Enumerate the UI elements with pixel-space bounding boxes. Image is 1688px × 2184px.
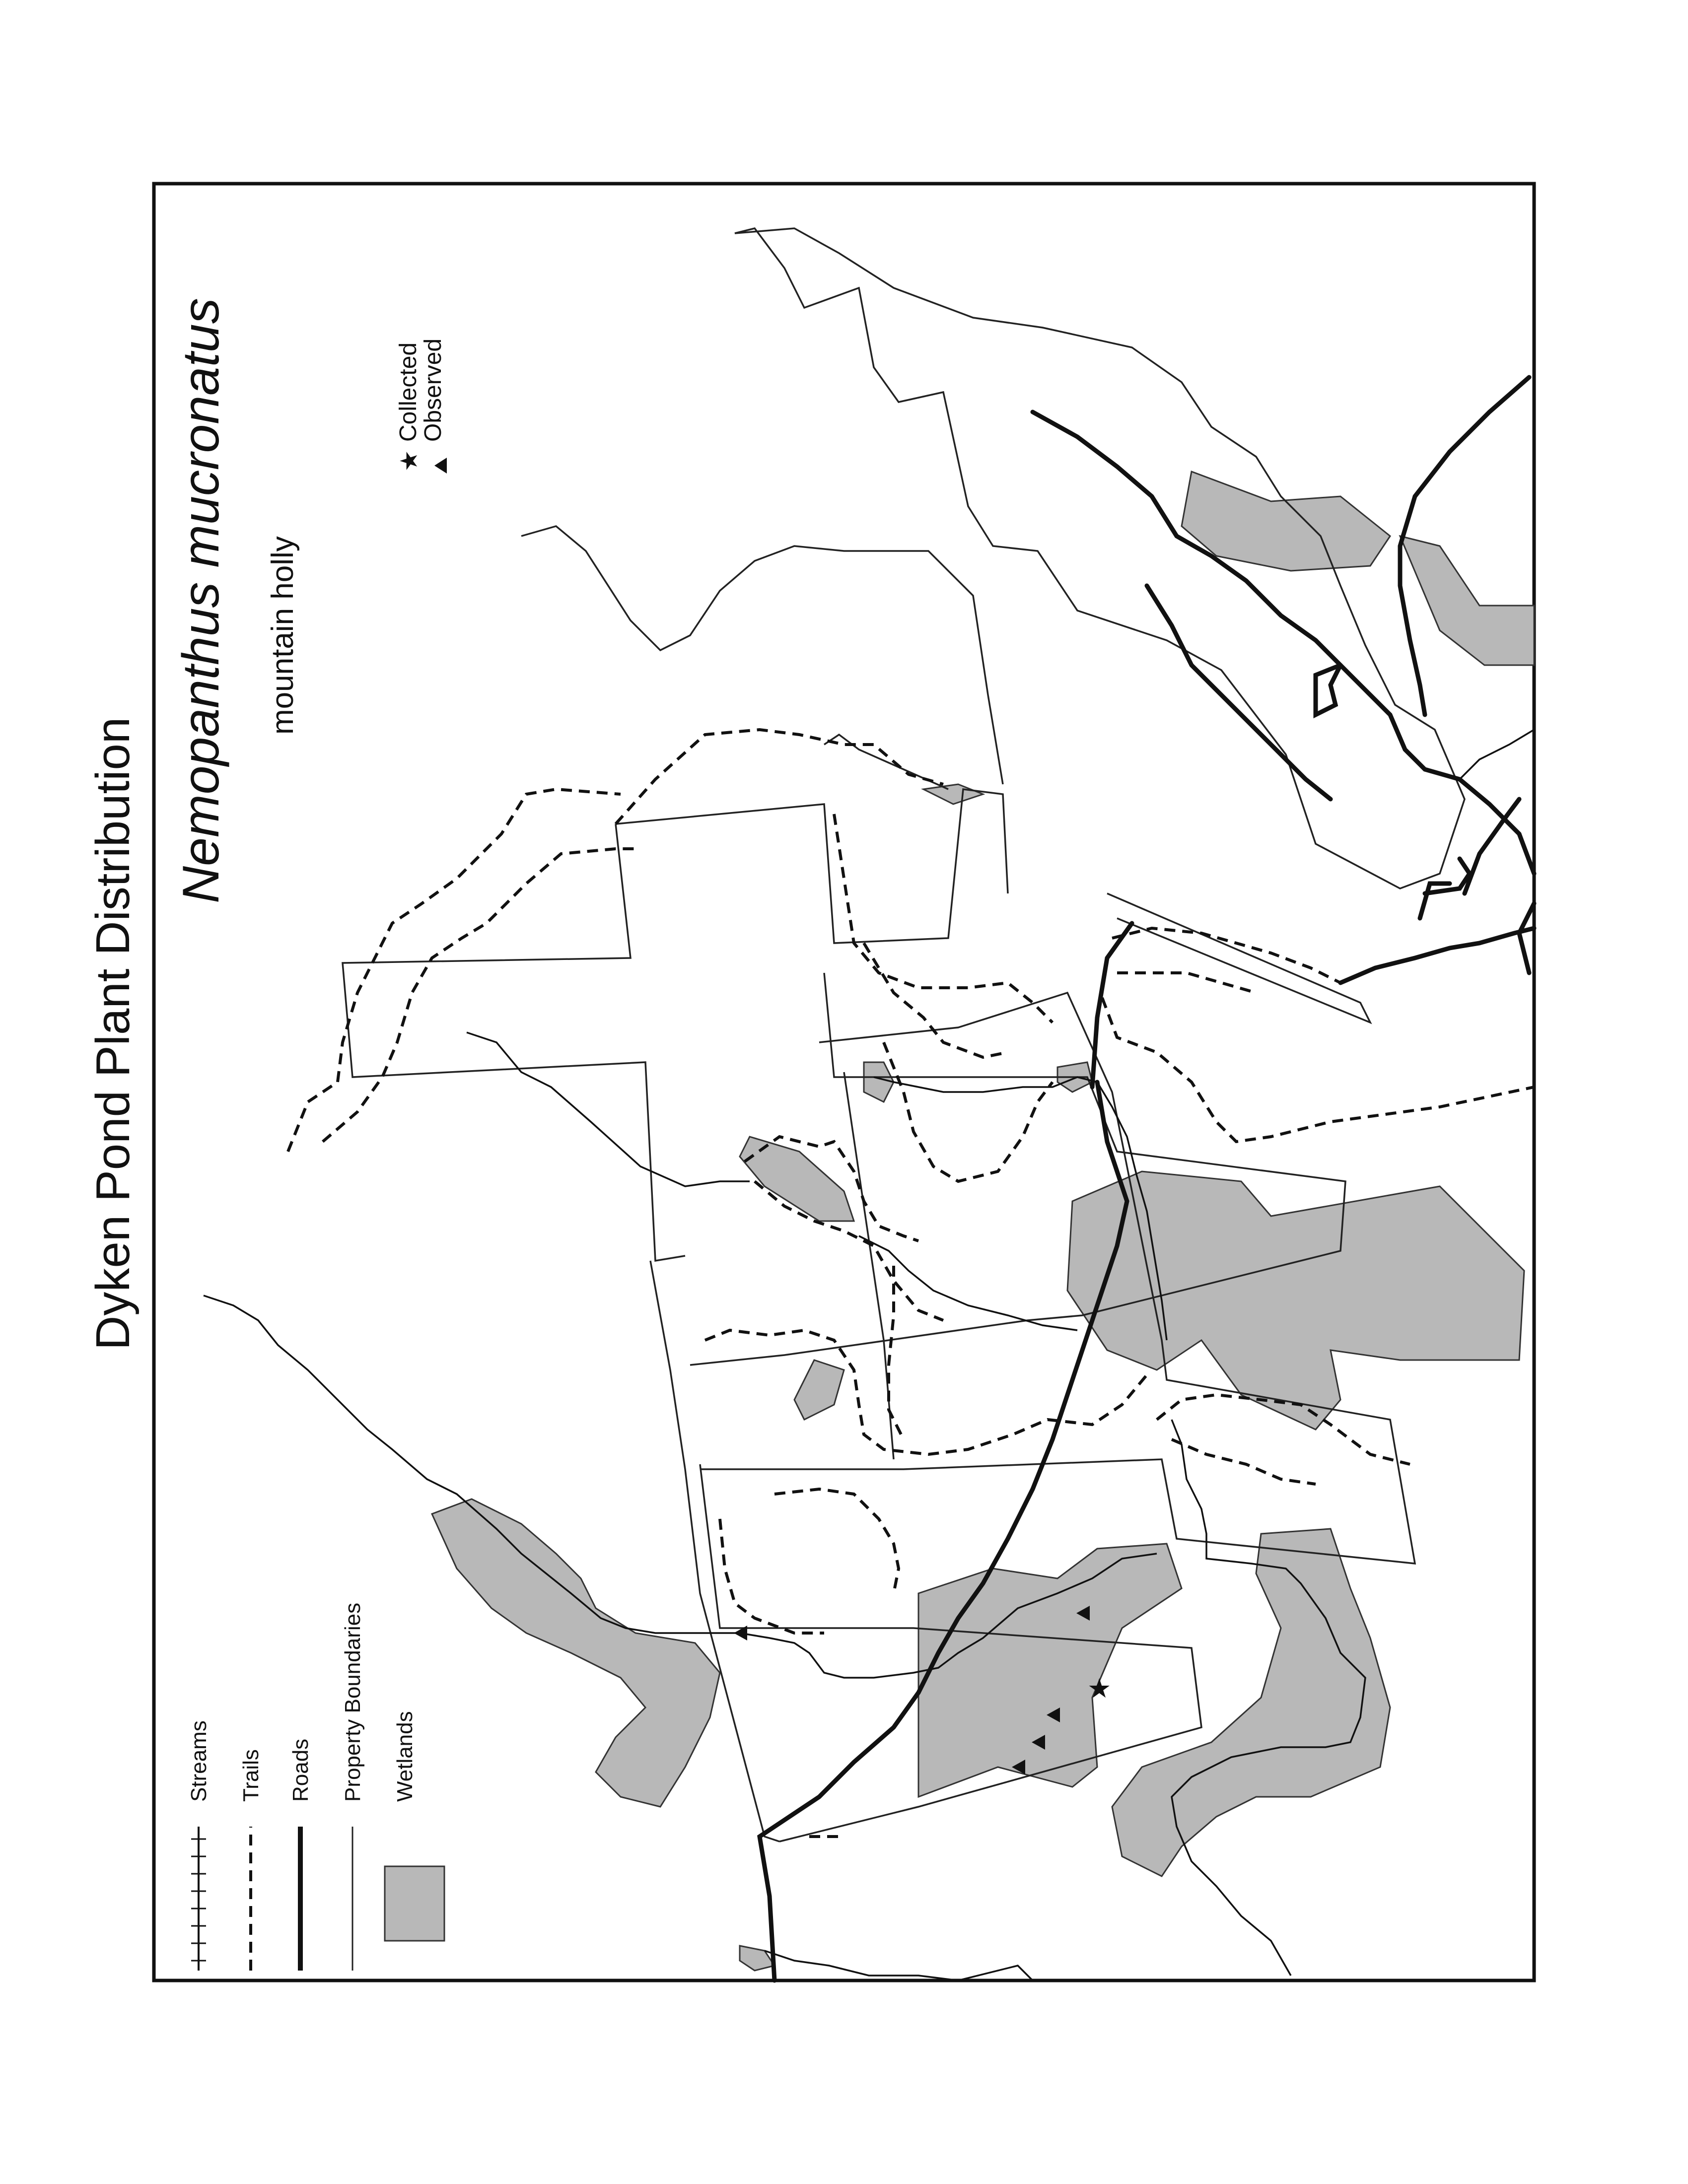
trail (774, 1489, 899, 1593)
legend-roads-label: Roads (288, 1738, 313, 1802)
wetland (794, 1360, 844, 1420)
legend-property-boundaries-label: Property Boundaries (341, 1602, 365, 1802)
key-star-icon: ★ (396, 450, 422, 472)
wetland (740, 1946, 774, 1971)
stream (1460, 730, 1534, 779)
trail (834, 814, 1053, 1023)
wetland (923, 784, 983, 804)
stream (859, 1236, 1077, 1330)
map-title: Dyken Pond Plant Distribution (86, 717, 140, 1350)
trail (884, 1042, 1053, 1181)
trail (1117, 973, 1256, 993)
star-icon: ★ (1087, 1673, 1112, 1704)
trail (1102, 998, 1534, 1142)
property-boundary (343, 824, 685, 1261)
species-name: Nemopanthus mucronatus (172, 298, 230, 903)
key-observed-label: Observed (420, 338, 446, 442)
trail (616, 730, 943, 824)
stream (467, 1032, 750, 1186)
wetland (740, 1137, 854, 1221)
road (1465, 799, 1519, 893)
property-boundary (521, 526, 1003, 784)
key-triangle-icon (434, 458, 447, 474)
trail (889, 1266, 904, 1439)
legend (187, 1603, 444, 1971)
legend-streams-label: Streams (187, 1720, 211, 1802)
property-boundary (616, 789, 1008, 943)
trail (720, 1519, 824, 1633)
legend-wetlands-symbol (385, 1866, 444, 1941)
wetland (918, 1544, 1182, 1797)
trail (755, 1181, 943, 1320)
legend-trails-label: Trails (239, 1749, 263, 1802)
wetland (864, 1062, 894, 1102)
key-collected-label: Collected (395, 342, 422, 442)
road (1316, 665, 1340, 715)
trail (288, 789, 621, 1152)
road (1340, 928, 1534, 983)
trail (1172, 1439, 1316, 1484)
property-boundary (1107, 893, 1370, 1023)
trail (323, 849, 635, 1142)
wetland (1400, 536, 1534, 665)
trail (864, 943, 1008, 1057)
property-boundary (844, 1072, 894, 1459)
wetland (432, 1499, 720, 1807)
road (1519, 903, 1534, 973)
common-name: mountain holly (266, 536, 300, 735)
trail (1112, 928, 1340, 983)
stream (765, 1951, 1033, 1980)
legend-wetlands-label: Wetlands (393, 1711, 417, 1802)
